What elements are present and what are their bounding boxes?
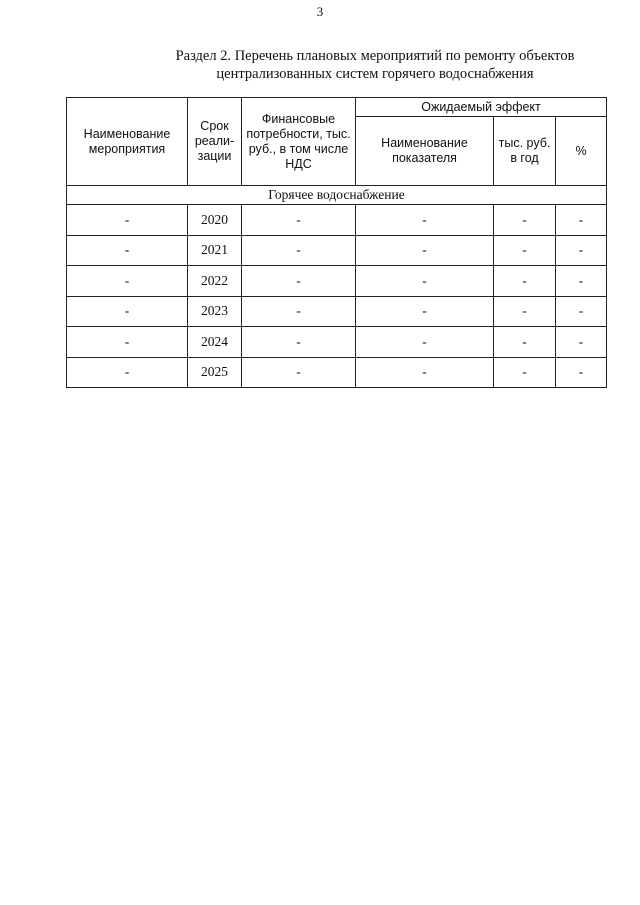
- cell-finance: -: [242, 357, 356, 388]
- table-row: [67, 205, 607, 236]
- cell-percent: -: [556, 327, 607, 358]
- cell-year: 2022: [188, 266, 242, 297]
- cell-per-year: -: [494, 205, 556, 236]
- cell-name: -: [67, 296, 188, 327]
- cell-indicator: -: [356, 357, 494, 388]
- cell-finance: -: [242, 266, 356, 297]
- cell-indicator: -: [356, 266, 494, 297]
- cell-name: -: [67, 205, 188, 236]
- cell-percent: -: [556, 357, 607, 388]
- cell-per-year: -: [494, 327, 556, 358]
- header-percent: %: [556, 117, 607, 186]
- cell-per-year: -: [494, 266, 556, 297]
- cell-indicator: -: [356, 327, 494, 358]
- header-name: Наименование мероприятия: [67, 98, 188, 186]
- cell-year: 2025: [188, 357, 242, 388]
- header-per-year: тыс. руб. в год: [494, 117, 556, 186]
- cell-name: -: [67, 357, 188, 388]
- cell-finance: -: [242, 296, 356, 327]
- header-finance: Финансовые потребности, тыс. руб., в том числе НДС: [242, 98, 356, 186]
- cell-year: 2024: [188, 327, 242, 358]
- page-number: 3: [316, 4, 324, 19]
- header-expected-effect: Ожидаемый эффект: [356, 98, 607, 117]
- table-row: [67, 327, 607, 358]
- cell-finance: -: [242, 235, 356, 266]
- cell-percent: -: [556, 296, 607, 327]
- cell-year: 2020: [188, 205, 242, 236]
- title-line-1: Раздел 2. Перечень плановых мероприятий по ремонту объектов: [175, 48, 575, 64]
- cell-indicator: -: [356, 235, 494, 266]
- cell-per-year: -: [494, 235, 556, 266]
- cell-per-year: -: [494, 296, 556, 327]
- header-term: Срок реали-зации: [188, 98, 242, 186]
- table-row: [67, 266, 607, 297]
- cell-name: -: [67, 266, 188, 297]
- table-row: [67, 357, 607, 388]
- cell-name: -: [67, 235, 188, 266]
- section-title: [150, 47, 600, 83]
- cell-name: -: [67, 327, 188, 358]
- table-row: [67, 235, 607, 266]
- plan-table: [66, 97, 607, 388]
- cell-indicator: -: [356, 296, 494, 327]
- table-row: [67, 296, 607, 327]
- section-row-title: Горячее водоснабжение: [67, 186, 607, 205]
- cell-percent: -: [556, 205, 607, 236]
- title-line-2: централизованных систем горячего водоснабжения: [216, 66, 534, 82]
- cell-per-year: -: [494, 357, 556, 388]
- cell-percent: -: [556, 235, 607, 266]
- cell-indicator: -: [356, 205, 494, 236]
- cell-finance: -: [242, 327, 356, 358]
- header-indicator: Наименование показателя: [356, 117, 494, 186]
- cell-year: 2023: [188, 296, 242, 327]
- cell-finance: -: [242, 205, 356, 236]
- cell-year: 2021: [188, 235, 242, 266]
- cell-percent: -: [556, 266, 607, 297]
